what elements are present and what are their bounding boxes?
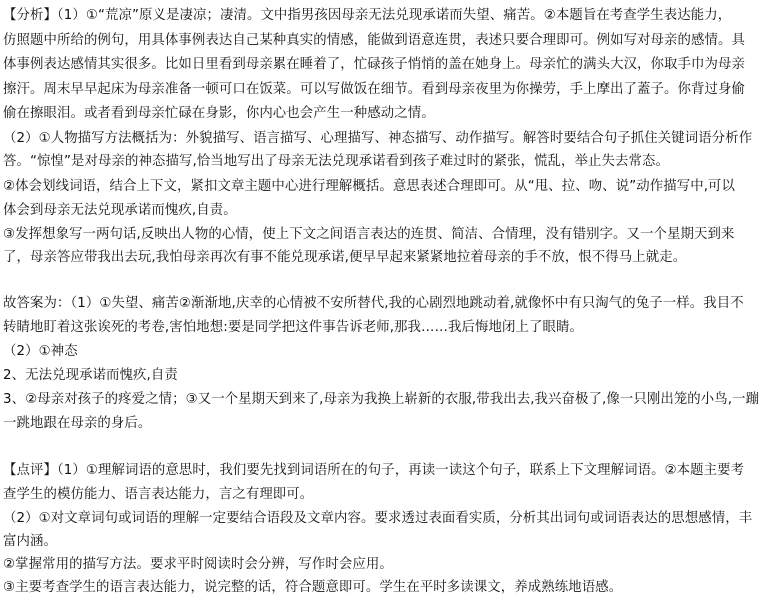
analysis-line: 偷在擦眼泪。或者看到母亲忙碌在身影，你内心也会产生一种感动之情。 (3, 106, 435, 121)
answer-line: 转睛地盯着这张诶死的考卷,害怕地想:要是同学把这件事告诉老师,那我……我后悔地闭上了眼睛。 (3, 320, 583, 335)
commentary-line: （2）①对文章词句或词语的理解一定要结合语段及文章内容。要求透过表面看实质，分析其出词句或词语表达的思想感情，丰 (3, 511, 753, 526)
analysis-line: 了，母亲答应带我出去玩,我怕母亲再次有事不能兑现承诺,便早早起来紧紧地拉着母亲的手不放，恨不得马上就走。 (3, 250, 687, 265)
commentary-line: ③主要考查学生的语言表达能力，说完整的话，符合题意即可。学生在平时多读课文，养成熟练地语感。 (3, 580, 623, 595)
answer-line: 一跳地跟在母亲的身后。 (3, 416, 152, 431)
commentary-line: 查学生的模仿能力、语言表达能力，言之有理即可。 (3, 487, 314, 502)
analysis-line: （2）①人物描写方法概括为：外貌描写、语言描写、心理描写、神态描写、动作描写。解答时要结合句子抓住关键词语分析作 (3, 131, 753, 146)
answer-line: 2、无法兑现承诺而愧疚,自责 (3, 368, 178, 383)
answer-line: （2）①神态 (3, 344, 78, 359)
commentary-line: 富内涵。 (3, 534, 57, 549)
analysis-line: 体会到母亲无法兑现承诺而愧疚,自责。 (3, 203, 237, 218)
analysis-line: 答。“惊惶”是对母亲的神态描写,恰当地写出了母亲无法兑现承诺看到孩子难过时的紧张，慌乱，举止失去常态。 (3, 154, 669, 169)
analysis-line: ②体会划线词语，结合上下文，紧扣文章主题中心进行理解概括。意思表述合理即可。从“甩、拉、吻、说”动作描写中,可以 (3, 179, 736, 194)
analysis-line: 仿照题中所给的例句，用具体事例表达自己某种真实的情感，能做到语意连贯，表述只要合理即可。例如写对母亲的感情。具 (3, 33, 745, 48)
answer-line: 故答案为：（1）①失望、痛苦②渐渐地,庆幸的心情被不安所替代,我的心剧烈地跳动着,就像怀中有只淘气的兔子一样。我目不 (3, 296, 744, 311)
analysis-line: 【分析】（1）①“荒凉”原义是凄凉；凄清。文中指男孩因母亲无法兑现承诺而失望、痛苦。②本题旨在考查学生表达能力， (3, 8, 732, 23)
answer-line: 3、②母亲对孩子的疼爱之情；③又一个星期天到来了,母亲为我换上崭新的衣服,带我出去,我兴奋极了,像一只刚出笼的小鸟,一蹦 (3, 392, 760, 407)
commentary-line: ②掌握常用的描写方法。要求平时阅读时会分辨，写作时会应用。 (3, 557, 393, 572)
commentary-line: 【点评】（1）①理解词语的意思时，我们要先找到词语所在的句子，再读一读这个句子，联系上下文理解词语。②本题主要考 (3, 463, 745, 478)
analysis-line: ③发挥想象写一两句话,反映出人物的心情，使上下文之间语言表达的连贯、简洁、合情理，没有错别字。又一个星期天到来 (3, 227, 735, 242)
analysis-line: 体事例表达感情其实很多。比如日里看到母亲累在睡着了，忙碌孩子悄悄的盖在她身上。母亲忙的满头大汉，你取手巾为母亲 (3, 57, 745, 72)
analysis-line: 擦汗。周末早早起床为母亲准备一顿可口在饭菜。可以写做饭在细节。看到母亲夜里为你操劳，手上摩出了蓋子。你背过身偷 (3, 82, 745, 97)
